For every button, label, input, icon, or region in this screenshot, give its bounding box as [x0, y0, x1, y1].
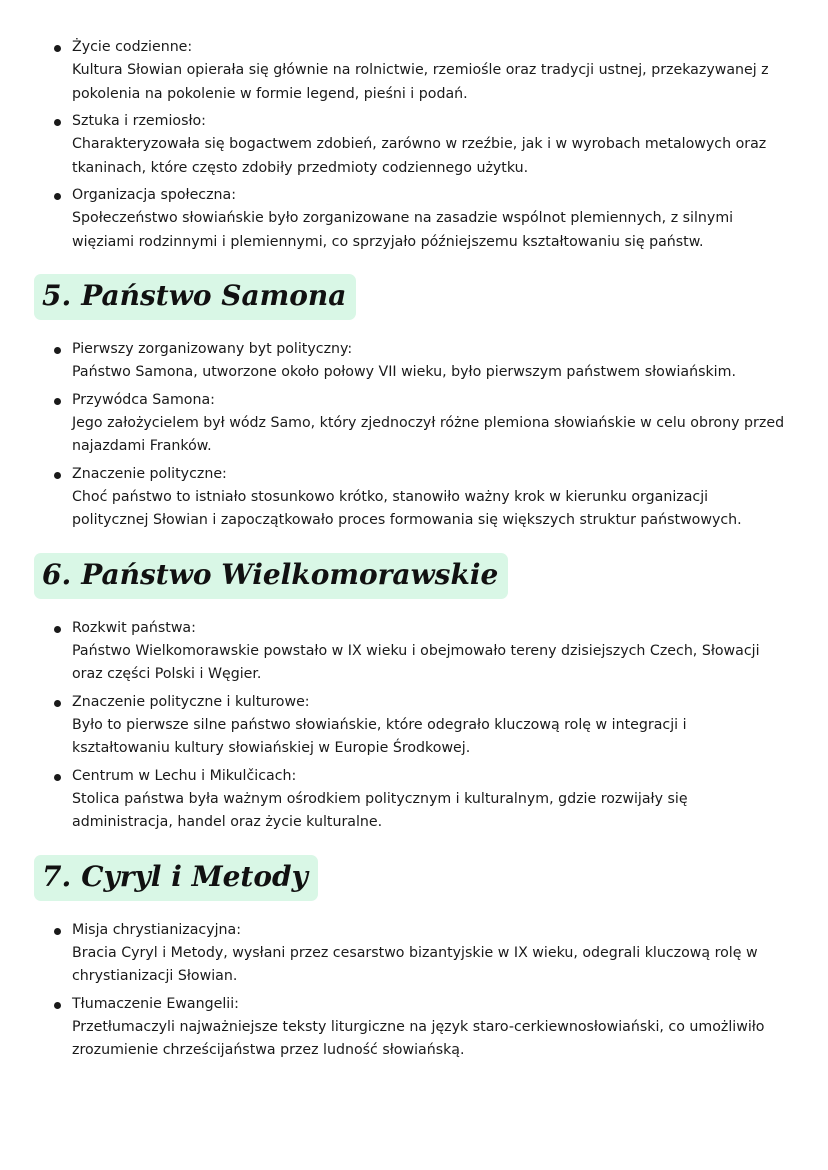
list-item [52, 617, 788, 687]
item-text: Społeczeństwo słowiańskie było zorganizowane na zasadzie wspólnot plemiennych, z silnymi więziami rodzinnymi i plemiennymi, co sprzyjało późniejszemu kształtowaniu się państw. [72, 210, 734, 250]
section-samo [42, 274, 788, 533]
bullet-icon [54, 45, 61, 52]
item-title: Centrum w Lechu i Mikulčicach: [72, 767, 297, 784]
item-text: Przetłumaczyli najważniejsze teksty liturgiczne na język staro-cerkiewnosłowiański, co umożliwiło zrozumienie chrześcijaństwa przez ludność słowiańską. [72, 1018, 765, 1058]
section-heading [34, 553, 508, 599]
section-culture [52, 36, 788, 254]
section-title: Cyryl i Metody [81, 859, 308, 893]
section-heading [34, 855, 318, 901]
list-item [52, 110, 788, 180]
list-item [52, 463, 788, 533]
item-text: Choć państwo to istniało stosunkowo krótko, stanowiło ważny krok w kierunku organizacji politycznej Słowian i zapoczątkowało proces formowania się większych struktur państwowych. [72, 488, 742, 528]
section-title: Państwo Wielkomorawskie [81, 557, 499, 591]
item-title: Znaczenie polityczne i kulturowe: [72, 693, 310, 710]
item-text: Stolica państwa była ważnym ośrodkiem politycznym i kulturalnym, gdzie rozwijały się administracja, handel oraz życie kulturalne. [72, 790, 688, 830]
list-item [52, 338, 788, 385]
item-title: Pierwszy zorganizowany byt polityczny: [72, 341, 353, 357]
item-title: Organizacja społeczna: [72, 187, 237, 203]
section-heading [34, 274, 356, 320]
item-title: Przywódca Samona: [72, 391, 215, 408]
list-item [52, 765, 788, 835]
item-text: Bracia Cyryl i Metody, wysłani przez cesarstwo bizantyjskie w IX wieku, odegrali kluczową rolę w chrystianizacji Słowian. [72, 944, 758, 984]
bullet-icon [54, 472, 61, 479]
item-title: Tłumaczenie Ewangelii: [72, 995, 239, 1012]
bullet-icon [54, 774, 61, 781]
bullet-icon [54, 1002, 61, 1009]
item-title: Znaczenie polityczne: [72, 465, 227, 482]
item-text: Jego założycielem był wódz Samo, który zjednoczył różne plemiona słowiańskie w celu obrony przed najazdami Franków. [72, 414, 785, 454]
list-item [52, 993, 788, 1063]
item-title: Misja chrystianizacyjna: [72, 921, 242, 938]
bullet-icon [54, 193, 61, 200]
item-text: Charakteryzowała się bogactwem zdobień, zarówno w rzeźbie, jak i w wyrobach metalowych oraz tkaninach, które często zdobiły przedmioty codziennego użytku. [72, 136, 767, 176]
item-text: Państwo Wielkomorawskie powstało w IX wieku i obejmowało tereny dzisiejszych Czech, Słowacji oraz części Polski i Węgier. [72, 642, 760, 682]
section-number: 7. [42, 859, 72, 893]
section-number: 5. [42, 279, 72, 312]
item-text: Było to pierwsze silne państwo słowiańskie, które odegrało kluczową rolę w integracji i kształtowaniu kultury słowiańskiej w Europie Środkowej. [72, 716, 687, 756]
bullet-icon [54, 119, 61, 126]
list-item [52, 389, 788, 459]
bullet-list [52, 617, 788, 835]
list-item [52, 184, 788, 254]
section-great-moravia [42, 553, 788, 835]
section-title: Państwo Samona [81, 279, 347, 312]
item-title: Życie codzienne: [72, 39, 193, 55]
item-title: Rozkwit państwa: [72, 619, 196, 636]
section-number: 6. [42, 557, 72, 591]
list-item [52, 691, 788, 761]
bullet-icon [54, 928, 61, 935]
bullet-list [52, 338, 788, 533]
bullet-list [52, 919, 788, 1063]
section-cyril-methodius [42, 855, 788, 1063]
list-item [52, 36, 788, 106]
item-title: Sztuka i rzemiosło: [72, 113, 206, 129]
item-text: Kultura Słowian opierała się głównie na rolnictwie, rzemiośle oraz tradycji ustnej, przekazywanej z pokolenia na pokolenie w formie legend, pieśni i podań. [72, 62, 769, 102]
bullet-icon [54, 626, 61, 633]
bullet-icon [54, 398, 61, 405]
bullet-icon [54, 347, 61, 354]
bullet-icon [54, 700, 61, 707]
list-item [52, 919, 788, 989]
bullet-list [52, 36, 788, 254]
item-text: Państwo Samona, utworzone około połowy VII wieku, było pierwszym państwem słowiańskim. [72, 364, 736, 380]
